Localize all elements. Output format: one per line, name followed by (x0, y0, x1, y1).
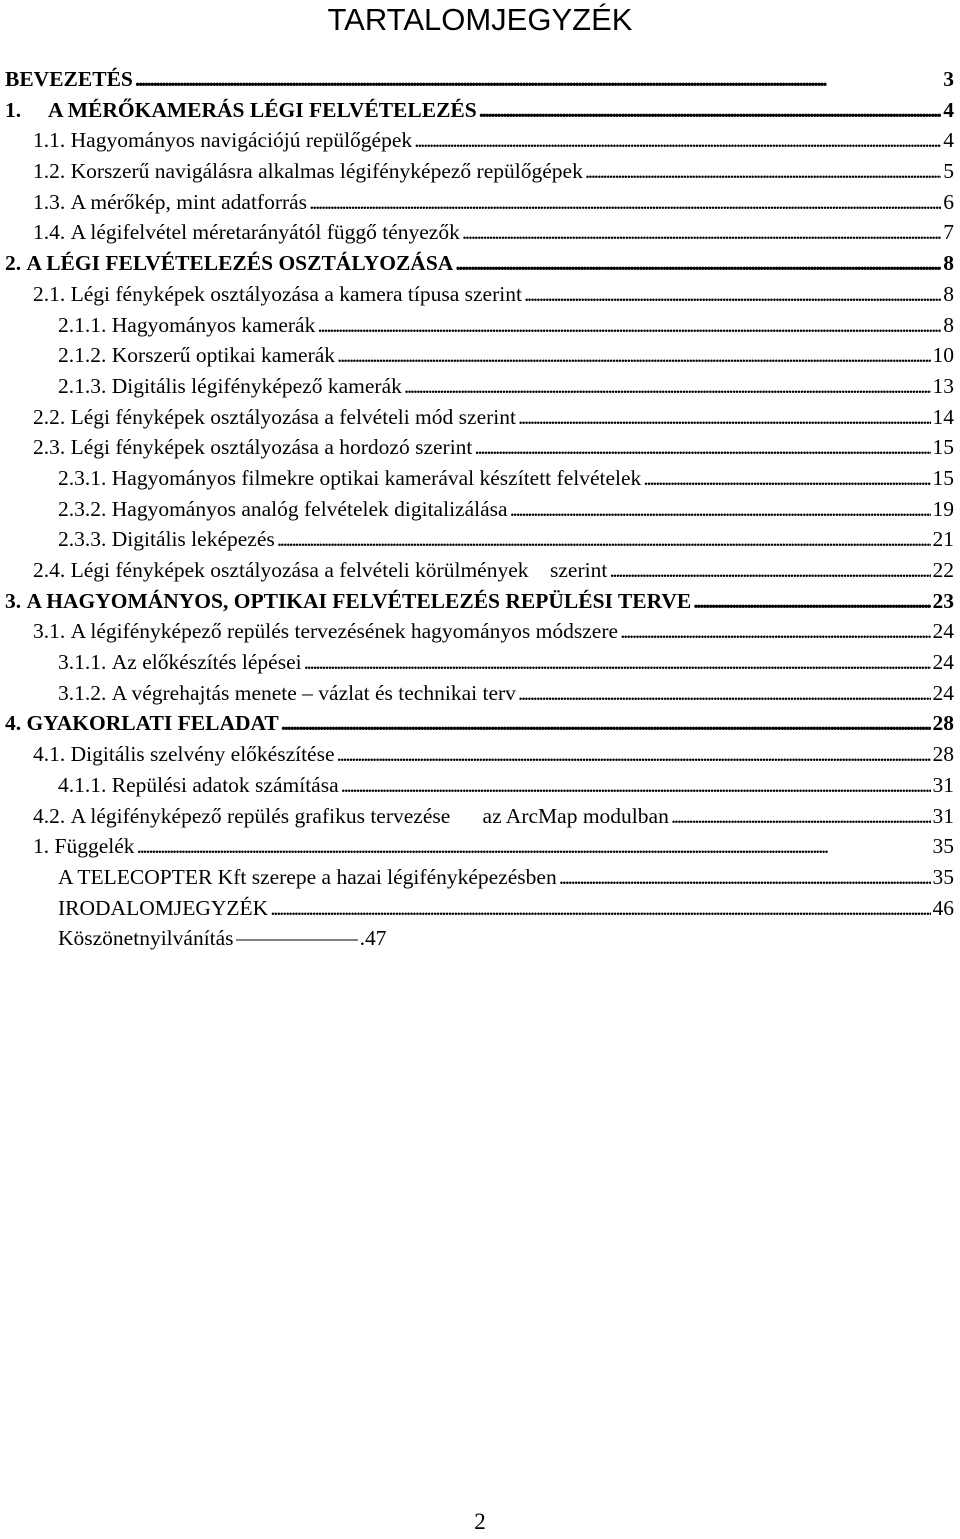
toc-entry[interactable] (0, 586, 960, 617)
toc-entry[interactable] (0, 156, 960, 187)
toc-entry-title: Függelék (54, 834, 135, 859)
toc-entry-title: A LÉGI FELVÉTELEZÉS OSZTÁLYOZÁSA (26, 251, 454, 276)
toc-entry-page: 35 (932, 864, 954, 889)
toc-entry-title: GYAKORLATI FELADAT (26, 711, 279, 736)
dot-leader (270, 893, 930, 923)
toc-entry-number: 1.1. (33, 128, 66, 153)
toc-entry[interactable] (0, 248, 960, 279)
toc-entry-page: 8 (943, 251, 954, 276)
toc-entry[interactable] (0, 340, 960, 371)
toc-entry-number: 2.3.1. (58, 465, 107, 490)
dot-leader (479, 95, 942, 125)
toc-entry-title: IRODALOMJEGYZÉK (58, 895, 269, 920)
dot-leader (317, 310, 941, 340)
dot-leader (404, 371, 931, 401)
dot-leader (518, 402, 931, 432)
toc-entry-title: A légifényképező repülés tervezésének hagyományos módszere (70, 619, 619, 644)
toc-entry-title: Korszerű optikai kamerák (111, 343, 336, 368)
toc-entry-page: 24 (932, 650, 954, 675)
toc-entry-page: 4 (943, 97, 954, 122)
toc-entry-number: 2.3. (33, 435, 66, 460)
dot-leader (281, 708, 931, 738)
toc-entry-title: A TELECOPTER Kft szerepe a hazai légifényképezésben (58, 864, 557, 889)
toc-entry-page: 4 (943, 128, 954, 153)
toc-entry-page: 23 (932, 588, 954, 613)
toc-entry-title: Digitális szelvény előkészítése (70, 742, 335, 767)
toc-entry-page: 19 (932, 496, 954, 521)
toc-entry-title: A HAGYOMÁNYOS, OPTIKAI FELVÉTELEZÉS REPÜLÉSI TERVE (26, 588, 692, 613)
toc-entry[interactable] (0, 616, 960, 647)
toc-entry[interactable] (0, 801, 960, 832)
toc-entry-page: 7 (943, 220, 954, 245)
toc-entry-page: 10 (932, 343, 954, 368)
toc-entry-number: 2.1. (33, 281, 66, 306)
dot-leader (559, 862, 931, 892)
toc-entry-page: 22 (932, 558, 954, 582)
toc-entry-page: 21 (932, 527, 954, 552)
toc-entry-number: 1. (33, 834, 50, 859)
toc-entry-page: 8 (943, 281, 954, 306)
toc-entry-title: Hagyományos kamerák (111, 312, 316, 337)
toc-entry-page: .47 (359, 926, 387, 951)
dot-leader (518, 678, 931, 708)
toc-entry[interactable] (0, 770, 960, 801)
toc-entry[interactable] (0, 647, 960, 678)
toc-entry-page: 31 (932, 803, 954, 828)
toc-entry[interactable] (0, 893, 960, 924)
toc-entry[interactable] (0, 463, 960, 494)
dot-leader (135, 64, 941, 94)
toc-entry-title: Hagyományos filmekre optikai kamerával készített felvételek (111, 465, 642, 490)
toc-entry-number: 1.2. (33, 159, 66, 184)
dot-leader (693, 586, 930, 616)
toc-entry-page: 15 (932, 465, 954, 490)
toc-entry-title: Légi fényképek osztályozása a kamera típusa szerint (70, 281, 522, 306)
toc-entry[interactable] (0, 64, 960, 95)
toc-entry-title: Az előkészítés lépései (111, 650, 302, 675)
toc-entry-number: 2.2. (33, 404, 66, 429)
dot-leader (474, 432, 930, 462)
toc-entry-page: 3 (943, 67, 954, 91)
toc-entry[interactable] (0, 432, 960, 463)
toc-entry-number: 1.4. (33, 220, 66, 245)
toc-entry-title: Hagyományos analóg felvételek digitalizálása (111, 496, 508, 521)
toc-entry-page: 14 (932, 404, 954, 429)
toc-entry[interactable] (0, 125, 960, 156)
toc-entry-page: 15 (932, 435, 954, 460)
toc-entry-page: 24 (932, 619, 954, 644)
toc-entry-page: 5 (943, 159, 954, 184)
toc-entry[interactable] (0, 708, 960, 739)
toc-entry-title: Légi fényképek osztályozása a hordozó szerint (70, 435, 473, 460)
toc-entry-page: 24 (932, 680, 954, 705)
toc-entry-title: Légi fényképek osztályozása a felvételi mód szerint (70, 404, 516, 429)
dot-leader (462, 217, 941, 247)
dot-leader (414, 125, 941, 155)
toc-entry-title: A légifelvétel méretarányától függő tényezők (70, 220, 460, 245)
dot-leader (337, 340, 930, 370)
toc-entry-number: 2.3.3. (58, 527, 107, 552)
page-number: 2 (474, 1509, 486, 1534)
dot-leader (609, 555, 930, 585)
toc-entry-page: 13 (932, 373, 954, 398)
toc-entry[interactable] (0, 95, 960, 126)
toc-entry-title: A MÉRŐKAMERÁS LÉGI FELVÉTELEZÉS (48, 97, 477, 122)
toc-entry-number: 4.2. (33, 803, 66, 828)
dot-leader (337, 739, 931, 769)
toc-entry-number: 3.1.2. (58, 680, 107, 705)
toc-entry-page: 46 (932, 895, 954, 920)
toc-entry-title: Digitális leképezés (111, 527, 275, 552)
toc-entry[interactable] (0, 923, 960, 954)
toc-entry[interactable] (0, 739, 960, 770)
toc-entry-title: A mérőkép, mint adatforrás (70, 189, 308, 214)
toc-entry-number: 2.1.1. (58, 312, 107, 337)
toc-entry[interactable] (0, 678, 960, 709)
toc-entry[interactable] (0, 217, 960, 248)
toc-entry-page: 35 (932, 834, 954, 859)
dot-leader (643, 463, 930, 493)
toc-entry-number: 4.1. (33, 742, 66, 767)
toc-entry-title: Köszönetnyilvánítás (58, 926, 234, 951)
toc-entry-number: 3.1. (33, 619, 66, 644)
dot-leader (524, 279, 941, 309)
toc-entry-number: 2.1.2. (58, 343, 107, 368)
toc-entry-title: Korszerű navigálásra alkalmas légifényképező repülőgépek (70, 159, 583, 184)
toc-entry-title: BEVEZETÉS (5, 67, 133, 91)
table-of-contents (0, 64, 960, 954)
dot-leader (236, 923, 358, 953)
toc-entry[interactable] (0, 371, 960, 402)
dot-leader (137, 831, 931, 861)
toc-entry-title: Hagyományos navigációjú repülőgépek (70, 128, 413, 153)
toc-entry-number: 1.3. (33, 189, 66, 214)
toc-entry-title: Digitális légifényképező kamerák (111, 373, 402, 398)
toc-entry[interactable] (0, 862, 960, 893)
toc-entry-page: 8 (943, 312, 954, 337)
dot-leader (309, 187, 941, 217)
toc-entry-page: 28 (932, 711, 954, 736)
toc-entry-number: 2.4. (33, 558, 66, 582)
dot-leader (455, 248, 941, 278)
toc-entry[interactable] (0, 402, 960, 433)
toc-entry-title: Repülési adatok számítása (111, 772, 339, 797)
toc-entry-number: 3.1.1. (58, 650, 107, 675)
toc-entry[interactable] (0, 187, 960, 218)
dot-leader (304, 647, 931, 677)
dot-leader (620, 616, 930, 646)
dot-leader (341, 770, 931, 800)
dot-leader (277, 524, 931, 554)
toc-entry-number: 4.1.1. (58, 772, 107, 797)
toc-entry-title: Légi fényképek osztályozása a felvételi körülmények szerint (70, 558, 608, 582)
dot-leader (671, 801, 931, 831)
toc-entry-page: 6 (943, 189, 954, 214)
toc-entry[interactable] (0, 310, 960, 341)
toc-entry[interactable] (0, 524, 960, 555)
page-title: TARTALOMJEGYZÉK (327, 2, 633, 37)
toc-entry-page: 31 (932, 772, 954, 797)
toc-entry-title: A légifényképező repülés grafikus tervezése az ArcMap modulban (70, 803, 669, 828)
toc-entry-number: 1. (5, 97, 22, 122)
toc-entry[interactable] (0, 831, 960, 862)
toc-entry-title: A végrehajtás menete – vázlat és technikai terv (111, 680, 516, 705)
spacer (21, 95, 48, 125)
toc-entry-number: 4. (5, 711, 22, 736)
toc-entry-number: 2. (5, 251, 22, 276)
toc-entry-number: 2.1.3. (58, 373, 107, 398)
toc-entry-number: 2.3.2. (58, 496, 107, 521)
toc-entry[interactable] (0, 279, 960, 310)
toc-entry[interactable] (0, 494, 960, 525)
toc-entry-page: 28 (932, 742, 954, 767)
toc-entry-number: 3. (5, 588, 22, 613)
dot-leader (585, 156, 941, 186)
toc-entry[interactable] (0, 555, 960, 586)
dot-leader (510, 494, 931, 524)
